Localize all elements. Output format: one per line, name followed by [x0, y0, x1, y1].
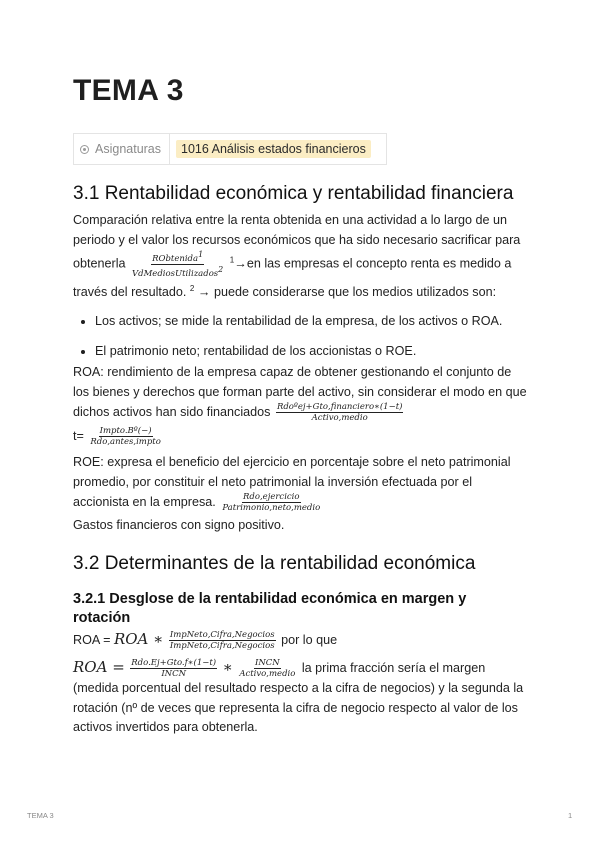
- paragraph-roa: [73, 363, 528, 423]
- fraction-num-sup: 1: [198, 250, 204, 259]
- paragraph-roa-eq: [73, 630, 528, 651]
- fraction-margen: [130, 658, 217, 679]
- fraction-roa: [276, 402, 404, 423]
- footer-page-number: 1: [568, 811, 573, 820]
- roa-text: ROA: rendimiento de la empresa capaz de obtener gestionando el conjunto de los bienes y derechos que forman parte del activo, sin considerar el modo en que dichos activos han sido financiados: [73, 365, 527, 419]
- fraction-t: [89, 426, 161, 447]
- footnote-ref-1[interactable]: 1: [229, 255, 235, 265]
- fraction-t-den: Rdo,antes,impto: [90, 437, 161, 447]
- fraction-roe-den: Patrimonio,neto,medio: [222, 503, 321, 513]
- fraction-cifra-num: ImpNeto,Cifra,Negocios: [169, 630, 275, 641]
- fraction-rotacion-num: INCN: [254, 658, 280, 669]
- list-item: • Los activos; se mide la rentabilidad de la empresa, de los activos o ROA.: [95, 312, 535, 331]
- footer-title: TEMA 3: [27, 811, 54, 820]
- section-heading-3-1: 3.1 Rentabilidad económica y rentabilidad financiera: [73, 183, 514, 204]
- fraction-rotacion-den: Activo,medio: [239, 669, 296, 680]
- paragraph-gastos: Gastos financieros con signo positivo.: [73, 518, 285, 532]
- paragraph-definition-text-b: →en las empresas el concepto renta es medido a través del resultado.: [73, 256, 512, 299]
- fraction-margen-num: Rdo.Ej+Gto.f∗(1−t): [131, 658, 217, 669]
- section-heading-3-2: 3.2 Determinantes de la rentabilidad económica: [73, 553, 476, 574]
- fraction-t-num: Impto.Bº(−): [99, 426, 152, 436]
- fraction-cifra: [169, 630, 276, 651]
- paragraph-definition: [73, 211, 528, 302]
- paragraph-t: [73, 426, 528, 447]
- roa-eq-label: ROA =: [73, 633, 111, 647]
- fraction-roe: [221, 492, 321, 513]
- fraction-num: RObtenida: [152, 253, 199, 264]
- roa-eq-tail: por lo que: [281, 633, 338, 647]
- fraction-roa-num: Rdoºej+Gto,financiero∗(1−t): [276, 402, 403, 412]
- fraction-den-sup: 2: [218, 264, 224, 274]
- t-label: t=: [73, 428, 84, 443]
- property-key-label: Asignaturas: [95, 142, 162, 156]
- fraction-roe-num: Rdo,ejercicio: [243, 492, 300, 502]
- paragraph-definition-text-c: → puede considerarse que los medios utilizados son:: [197, 284, 497, 299]
- property-row: [73, 133, 387, 165]
- paragraph-margen-rotacion: [73, 658, 528, 738]
- eq2-text: la prima fracción sería el margen (medida porcentual del resultado respecto a la cifra de negocios) y la segunda la rotación (nº de veces que representa la cifra de negocio respecto al valor de los activos invertidos para obtenerla.: [73, 661, 524, 735]
- fraction-margen-den: INCN: [161, 669, 187, 680]
- eq2-lhs: ROA =: [73, 658, 125, 676]
- eq2-operator: ∗: [222, 658, 233, 676]
- fraction-den: VdMediosUtilizados: [132, 268, 219, 279]
- footnote-ref-2[interactable]: 2: [189, 283, 195, 293]
- roa-eq-symbol: ROA ∗: [113, 630, 164, 648]
- subsection-heading-3-2-1: 3.2.1 Desglose de la rentabilidad económica en margen y rotación: [73, 591, 467, 626]
- roe-text: ROE: expresa el beneficio del ejercicio en porcentaje sobre el neto patrimonial promedio, por constituir el neto patrimonial la inversión efectuada por el accionista en la empresa.: [73, 455, 511, 509]
- paragraph-definition-text-a: Comparación relativa entre la renta obtenida en una actividad a lo largo de un periodo y el valor los recursos económicos que ha sido necesario sacrificar para obtenerla: [73, 213, 521, 271]
- property-type-icon: [80, 145, 89, 154]
- property-key: [74, 134, 170, 164]
- fraction-renta-medios: [131, 250, 224, 279]
- fraction-roa-den: Activo,medio: [311, 413, 368, 423]
- fraction-rotacion: [238, 658, 296, 679]
- paragraph-roe: [73, 453, 528, 513]
- fraction-cifra-den: ImpNeto,Cifra,Negocios: [169, 641, 275, 652]
- page-title: TEMA 3: [73, 74, 184, 107]
- property-value-tag[interactable]: 1016 Análisis estados financieros: [176, 140, 371, 158]
- list-item: • El patrimonio neto; rentabilidad de los accionistas o ROE.: [95, 342, 535, 361]
